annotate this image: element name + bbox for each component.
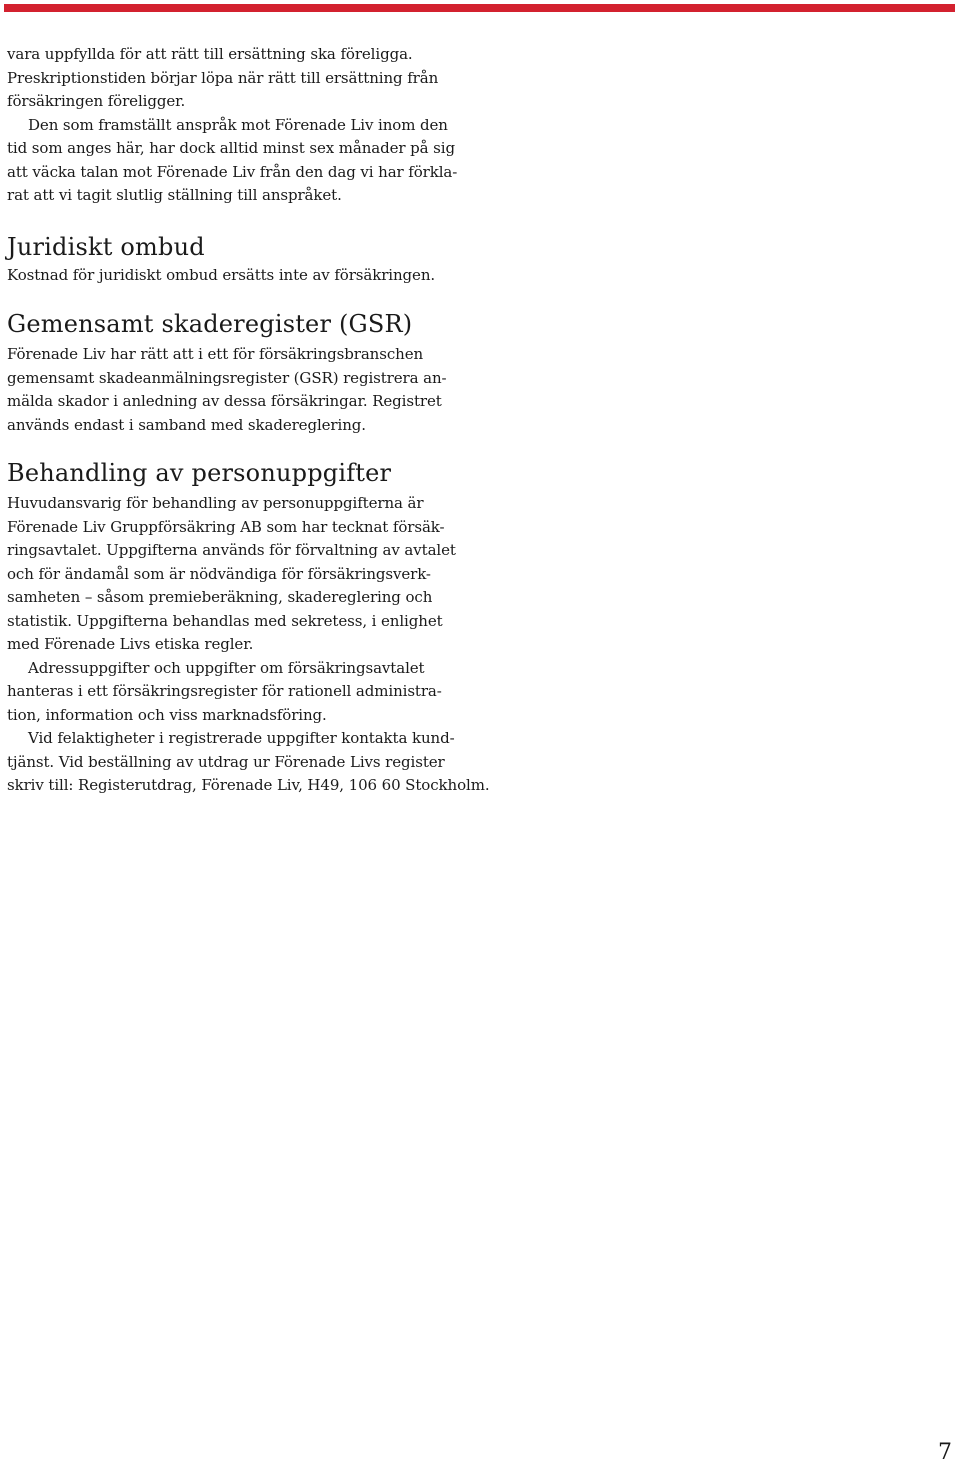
section-text-line: tion, information och viss marknadsföring. xyxy=(7,705,327,724)
section-text-line: tjänst. Vid beställning av utdrag ur Förenade Livs register xyxy=(7,752,445,771)
section-text-line: hanteras i ett försäkringsregister för rationell administra- xyxy=(7,682,442,700)
section-text-line: samheten – såsom premieberäkning, skadereglering och xyxy=(7,588,433,606)
section-text-line: med Förenade Livs etiska regler. xyxy=(7,635,254,653)
section-text-line: och för ändamål som är nödvändiga för försäkringsverk- xyxy=(7,564,431,583)
page-number: 7 xyxy=(938,1440,952,1465)
intro-line: försäkringen föreligger. xyxy=(7,92,186,110)
section-text-line: Vid felaktigheter i registrerade uppgifter kontakta kund- xyxy=(28,729,455,747)
section-heading-juridiskt-ombud: Juridiskt ombud xyxy=(7,232,205,261)
section-text-line: Kostnad för juridiskt ombud ersätts inte av försäkringen. xyxy=(7,265,436,284)
section-text-line: mälda skador i anledning av dessa försäkringar. Registret xyxy=(7,392,442,410)
section-text-line: gemensamt skadeanmälningsregister (GSR) registrera an- xyxy=(7,368,447,387)
section-heading-personuppgifter: Behandling av personuppgifter xyxy=(7,459,392,487)
section-text-line: Huvudansvarig för behandling av personuppgifterna är xyxy=(7,494,424,512)
intro-line: rat att vi tagit slutlig ställning till anspråket. xyxy=(7,186,342,204)
intro-line: Preskriptionstiden börjar löpa när rätt till ersättning från xyxy=(7,68,439,87)
section-text-line: skriv till: Registerutdrag, Förenade Liv, H49, 106 60 Stockholm. xyxy=(7,776,490,794)
section-text-line: Förenade Liv har rätt att i ett för försäkringsbranschen xyxy=(7,345,424,363)
section-heading-gsr: Gemensamt skaderegister (GSR) xyxy=(7,310,413,338)
intro-line: att väcka talan mot Förenade Liv från den dag vi har förkla- xyxy=(7,162,458,181)
top-accent-bar xyxy=(4,4,955,12)
intro-line: tid som anges här, har dock alltid minst sex månader på sig xyxy=(7,139,455,157)
document-body xyxy=(7,43,490,798)
section-text-line: Adressuppgifter och uppgifter om försäkringsavtalet xyxy=(28,658,425,677)
section-text-line: statistik. Uppgifterna behandlas med sekretess, i enlighet xyxy=(7,611,443,630)
section-text-line: Förenade Liv Gruppförsäkring AB som har tecknat försäk- xyxy=(7,517,445,536)
section-text-line: används endast i samband med skadereglering. xyxy=(7,415,366,434)
section-text-line: ringsavtalet. Uppgifterna används för förvaltning av avtalet xyxy=(7,541,456,559)
intro-line: vara uppfyllda för att rätt till ersättning ska föreligga. xyxy=(7,45,413,63)
intro-line: Den som framställt anspråk mot Förenade Liv inom den xyxy=(28,115,448,134)
